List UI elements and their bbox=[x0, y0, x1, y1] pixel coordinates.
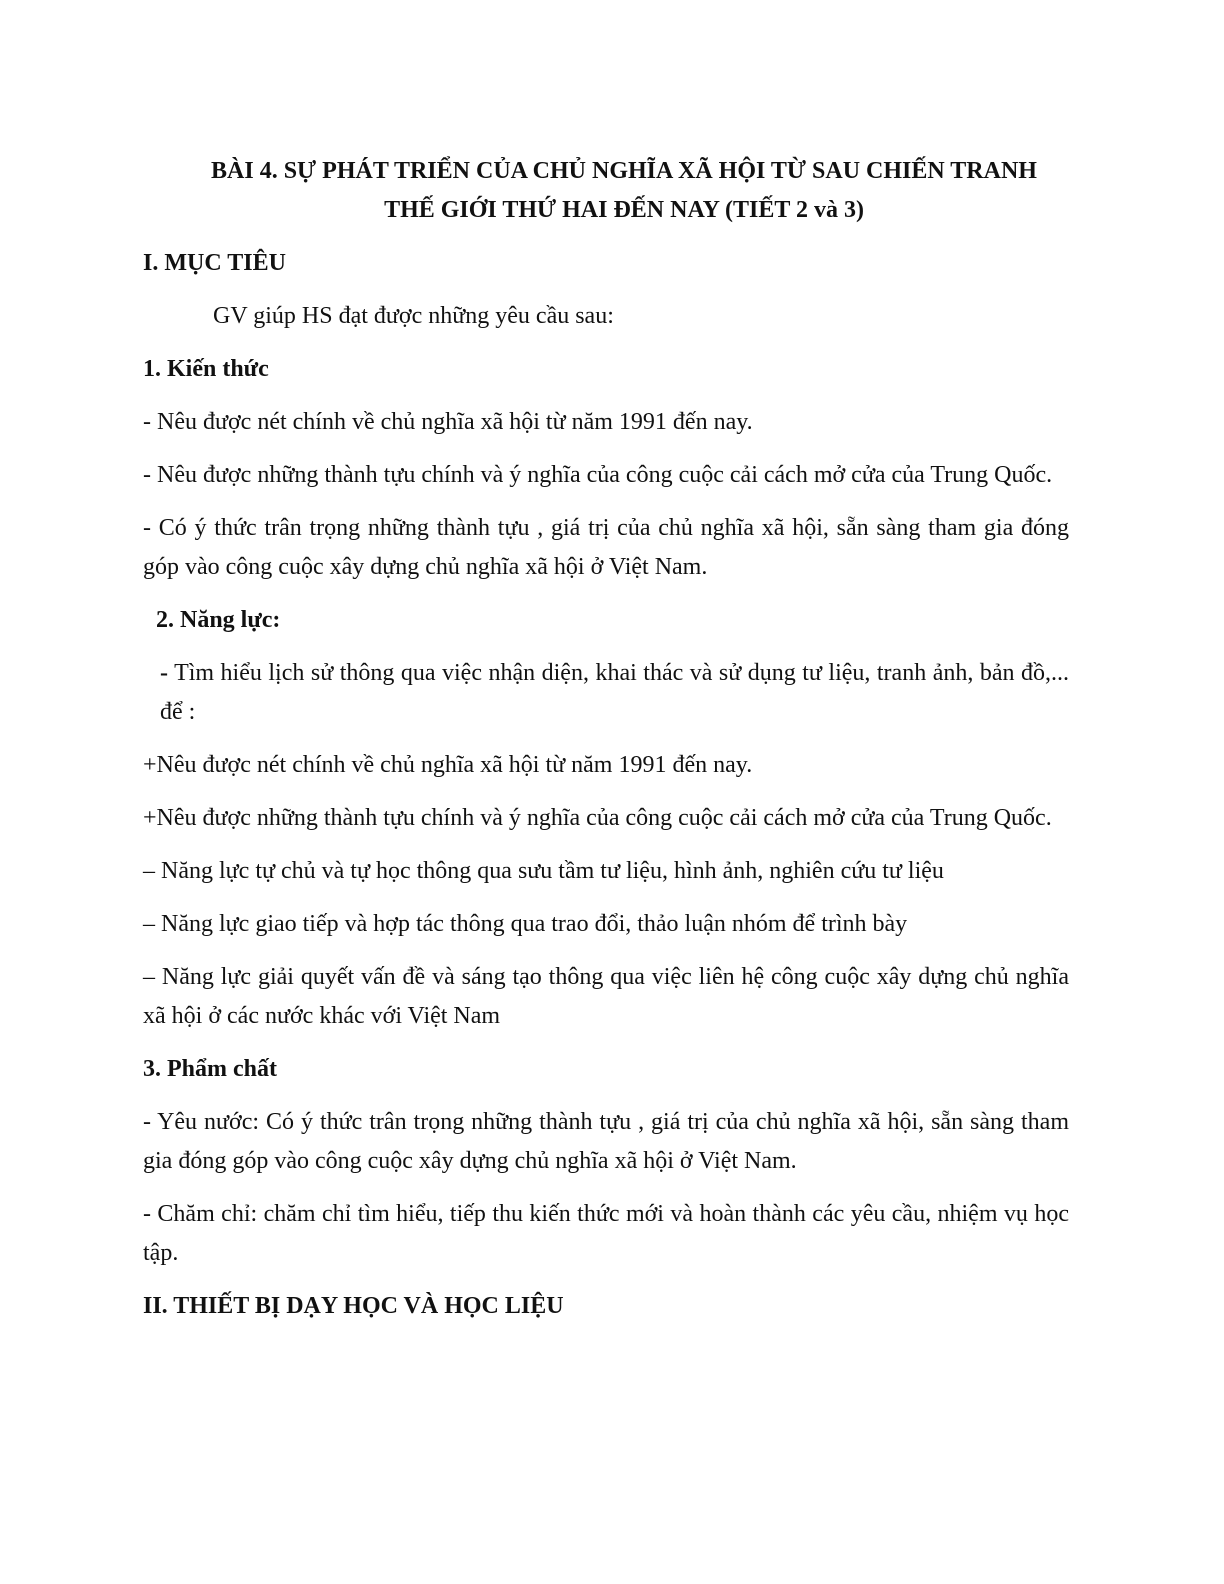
knowledge-heading: 1. Kiến thức bbox=[143, 356, 269, 382]
section-1-intro: GV giúp HS đạt được những yêu cầu sau: bbox=[213, 303, 614, 329]
knowledge-item-3: - Có ý thức trân trọng những thành tựu , giá trị của chủ nghĩa xã hội, sẵn sàng tham gia đóng góp vào công cuộc xây dựng chủ nghĩa xã hội ở Việt Nam. bbox=[143, 515, 1069, 580]
knowledge-item-1: - Nêu được nét chính về chủ nghĩa xã hội từ năm 1991 đến nay. bbox=[143, 409, 753, 435]
qualities-item-1: - Yêu nước: Có ý thức trân trọng những thành tựu , giá trị của chủ nghĩa xã hội, sẵn sàng tham gia đóng góp vào công cuộc xây dựng chủ nghĩa xã hội ở Việt Nam. bbox=[143, 1109, 1069, 1174]
competence-lead-text: Tìm hiểu lịch sử thông qua việc nhận diện, khai thác và sử dụng tư liệu, tranh ảnh, bản đồ,... để : bbox=[160, 660, 1069, 725]
competence-item-4: – Năng lực giao tiếp và hợp tác thông qua trao đổi, thảo luận nhóm để trình bày bbox=[143, 911, 908, 937]
title-line-2: THẾ GIỚI THỨ HAI ĐẾN NAY (TIẾT 2 và 3) bbox=[384, 197, 864, 223]
section-2-heading: II. THIẾT BỊ DẠY HỌC VÀ HỌC LIỆU bbox=[143, 1293, 564, 1319]
qualities-heading: 3. Phẩm chất bbox=[143, 1056, 277, 1082]
competence-item-2: +Nêu được những thành tựu chính và ý nghĩa của công cuộc cải cách mở cửa của Trung Quốc. bbox=[143, 805, 1052, 831]
title-line-1: BÀI 4. SỰ PHÁT TRIỂN CỦA CHỦ NGHĨA XÃ HỘI TỪ SAU CHIẾN TRANH bbox=[211, 158, 1037, 184]
document-title bbox=[143, 152, 1069, 230]
competence-heading: 2. Năng lực: bbox=[156, 607, 281, 633]
competence-lead bbox=[143, 654, 1069, 732]
competence-item-5: – Năng lực giải quyết vấn đề và sáng tạo thông qua việc liên hệ công cuộc xây dựng chủ nghĩa xã hội ở các nước khác với Việt Nam bbox=[143, 964, 1069, 1029]
document-page bbox=[143, 152, 1069, 1340]
competence-dash: - bbox=[160, 660, 168, 686]
competence-item-1: +Nêu được nét chính về chủ nghĩa xã hội từ năm 1991 đến nay. bbox=[143, 752, 753, 778]
competence-item-3: – Năng lực tự chủ và tự học thông qua sưu tầm tư liệu, hình ảnh, nghiên cứu tư liệu bbox=[143, 858, 944, 884]
section-1-heading: I. MỤC TIÊU bbox=[143, 250, 286, 276]
qualities-item-2: - Chăm chỉ: chăm chỉ tìm hiểu, tiếp thu kiến thức mới và hoàn thành các yêu cầu, nhiệm vụ học tập. bbox=[143, 1201, 1069, 1266]
knowledge-item-2: - Nêu được những thành tựu chính và ý nghĩa của công cuộc cải cách mở cửa của Trung Quốc. bbox=[143, 462, 1053, 488]
